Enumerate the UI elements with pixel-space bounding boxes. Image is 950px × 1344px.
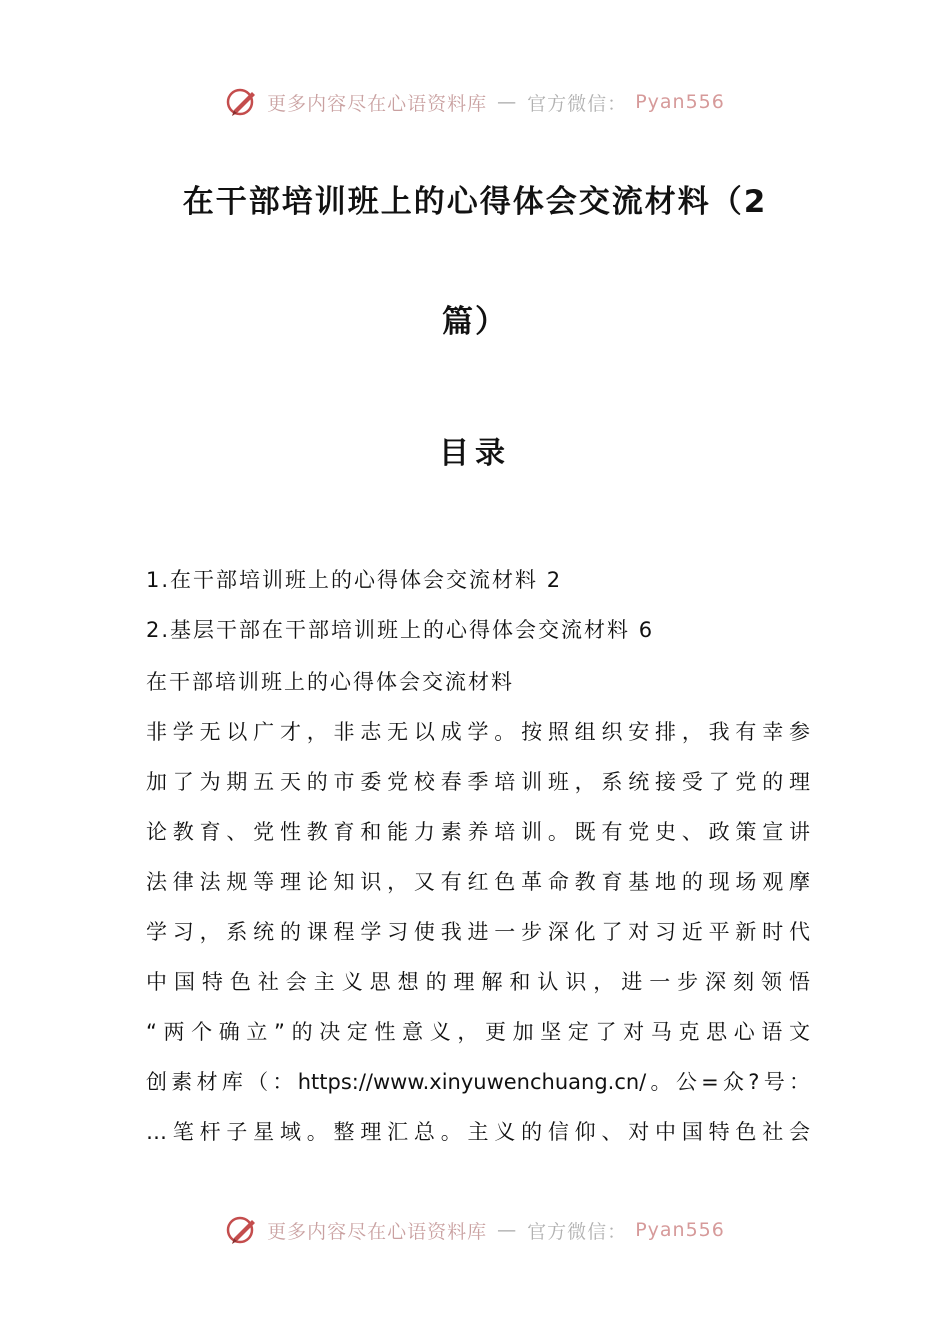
- document-body: [146, 664, 810, 1164]
- body-line: 非学无以广才，非志无以成学。按照组织安排，我有幸参: [146, 720, 810, 744]
- body-line: 加了为期五天的市委党校春季培训班，系统接受了党的理: [146, 770, 810, 794]
- pen-logo-icon: [225, 1213, 259, 1247]
- watermark-main-text: 更多内容尽在心语资料库: [267, 92, 488, 115]
- body-line: “两个确立”的决定性意义，更加坚定了对马克思心语文: [146, 1020, 810, 1044]
- watermark-wechat-id: Pyan556: [635, 1219, 725, 1241]
- watermark-wechat-label: 官方微信：: [527, 1220, 628, 1243]
- document-title-line-2: 篇）: [442, 304, 508, 340]
- toc-entry-link[interactable]: 2.基层干部在干部培训班上的心得体会交流材料 6: [146, 618, 655, 642]
- body-line: 学习，系统的课程学习使我进一步深化了对习近平新时代: [146, 920, 810, 944]
- toc-heading: 目录: [439, 436, 511, 471]
- table-of-contents: [146, 562, 826, 662]
- watermark-separator: —: [497, 1219, 518, 1241]
- watermark-main-text: 更多内容尽在心语资料库: [267, 1220, 488, 1243]
- body-line: 法律法规等理论知识，又有红色革命教育基地的现场观摩: [146, 870, 810, 894]
- document-title-line-1: 在干部培训班上的心得体会交流材料（2: [182, 184, 768, 220]
- toc-entry[interactable]: [146, 612, 826, 662]
- body-line: …笔杆子星域。整理汇总。主义的信仰、对中国特色社会: [146, 1120, 810, 1144]
- toc-entry[interactable]: [146, 562, 826, 612]
- body-line: 中国特色社会主义思想的理解和认识，进一步深刻领悟: [146, 970, 810, 994]
- section-title: 在干部培训班上的心得体会交流材料: [146, 670, 514, 694]
- watermark-separator: —: [497, 91, 518, 113]
- pen-logo-icon: [225, 85, 259, 119]
- body-line: 论教育、党性教育和能力素养培训。既有党史、政策宣讲: [146, 820, 810, 844]
- body-line-with-link: 创素材库（：https://www.xinyuwenchuang.cn/。公=众?号：: [146, 1070, 810, 1094]
- toc-entry-link[interactable]: 1.在干部培训班上的心得体会交流材料 2: [146, 568, 563, 592]
- watermark-wechat-label: 官方微信：: [527, 92, 628, 115]
- header-watermark-banner: [0, 82, 950, 122]
- footer-watermark-banner: [0, 1210, 950, 1250]
- watermark-wechat-id: Pyan556: [635, 91, 725, 113]
